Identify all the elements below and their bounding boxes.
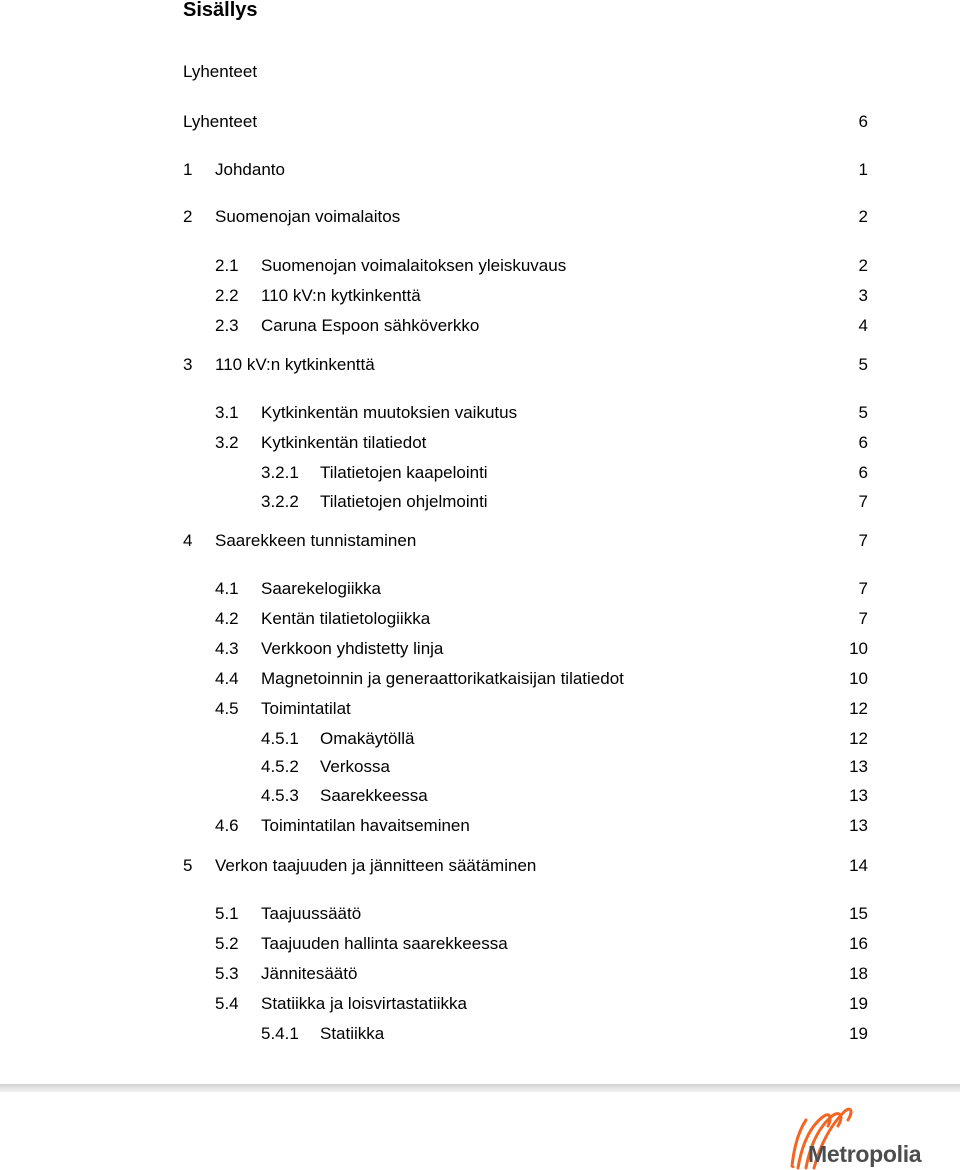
toc-number: 2.3 (215, 316, 239, 335)
toc-number: 3.1 (215, 403, 239, 422)
toc-page: 7 (858, 579, 868, 598)
toc-row[interactable] (0, 668, 960, 690)
toc-page: 7 (858, 531, 868, 550)
toc-row[interactable] (0, 963, 960, 985)
toc-title: Taajuuden hallinta saarekkeessa (261, 934, 508, 953)
toc-page: 3 (858, 286, 868, 305)
toc-number: 2.1 (215, 256, 239, 275)
toc-title: Magnetoinnin ja generaattorikatkaisijan tilatiedot (261, 669, 624, 688)
toc-row[interactable] (0, 698, 960, 720)
toc-title: Saarekkeessa (320, 786, 428, 805)
toc-page: 19 (849, 1024, 868, 1043)
toc-title: Lyhenteet (183, 112, 258, 131)
toc-title: Tilatietojen kaapelointi (320, 463, 488, 482)
toc-row[interactable] (0, 855, 960, 877)
toc-row[interactable] (0, 933, 960, 955)
toc-number: 4.4 (215, 669, 239, 688)
toc-number: 4.5.1 (261, 729, 299, 748)
toc-page: 4 (858, 316, 868, 335)
toc-row[interactable] (0, 159, 960, 181)
toc-number: 4.5.3 (261, 786, 299, 805)
toc-number: 4.3 (215, 639, 239, 658)
toc-number: 5.4.1 (261, 1024, 299, 1043)
toc-page: 7 (858, 492, 868, 511)
toc-row[interactable] (0, 255, 960, 277)
toc-title: Kytkinkentän tilatiedot (261, 433, 427, 452)
toc-title: Kentän tilatietologiikka (261, 609, 431, 628)
toc-title: Statiikka (320, 1024, 385, 1043)
toc-number: 3.2 (215, 433, 239, 452)
toc-number: 2.2 (215, 286, 239, 305)
toc-number: 5.1 (215, 904, 239, 923)
toc-number: 1 (183, 160, 193, 179)
toc-number: 3.2.1 (261, 463, 299, 482)
toc-number: 3 (183, 355, 193, 374)
toc-title: Toimintatilat (261, 699, 351, 718)
toc-title: Saarekelogiikka (261, 579, 382, 598)
toc-title: Tilatietojen ohjelmointi (320, 492, 488, 511)
toc-row[interactable] (0, 462, 960, 484)
toc-row[interactable] (0, 993, 960, 1015)
toc-row[interactable] (0, 638, 960, 660)
toc-title: Johdanto (215, 160, 285, 179)
toc-row[interactable] (0, 785, 960, 807)
toc-page: 18 (849, 964, 868, 983)
toc-title: Verkkoon yhdistetty linja (261, 639, 444, 658)
page-title: Sisällys (183, 0, 258, 21)
toc-row[interactable] (0, 402, 960, 424)
toc-row[interactable] (0, 578, 960, 600)
toc-row[interactable] (0, 315, 960, 337)
toc-row[interactable] (0, 608, 960, 630)
toc-page: 16 (849, 934, 868, 953)
toc-row[interactable] (0, 285, 960, 307)
toc-page: 2 (858, 207, 868, 226)
toc-title: Verkon taajuuden ja jännitteen säätäminen (215, 856, 537, 875)
toc-title: 110 kV:n kytkinkenttä (261, 286, 421, 305)
toc-page: 12 (849, 729, 868, 748)
toc-row[interactable] (0, 206, 960, 228)
toc-page: 15 (849, 904, 868, 923)
toc-row[interactable] (0, 530, 960, 552)
toc-row[interactable] (0, 111, 960, 133)
toc-page: 6 (858, 463, 868, 482)
toc-number: 5 (183, 856, 193, 875)
toc-title: Verkossa (320, 757, 390, 776)
toc-title: Suomenojan voimalaitos (215, 207, 401, 226)
toc-page: 5 (858, 403, 868, 422)
toc-row[interactable] (0, 815, 960, 837)
toc-page: 13 (849, 786, 868, 805)
toc-title: Omakäytöllä (320, 729, 415, 748)
toc-row[interactable] (0, 432, 960, 454)
toc-number: 4.6 (215, 816, 239, 835)
toc-page: 13 (849, 757, 868, 776)
toc-number: 4.5.2 (261, 757, 299, 776)
abbreviations-heading: Lyhenteet (183, 62, 258, 81)
toc-title: Kytkinkentän muutoksien vaikutus (261, 403, 518, 422)
toc-page: 10 (849, 639, 868, 658)
toc-page: 12 (849, 699, 868, 718)
toc-title: Statiikka ja loisvirtastatiikka (261, 994, 467, 1013)
toc-number: 2 (183, 207, 193, 226)
toc-title: Taajuussäätö (261, 904, 362, 923)
toc-row[interactable] (0, 491, 960, 513)
toc-number: 3.2.2 (261, 492, 299, 511)
toc-page: 1 (858, 160, 868, 179)
toc-number: 4 (183, 531, 193, 550)
toc-page: 6 (858, 112, 868, 131)
toc-title: Jännitesäätö (261, 964, 358, 983)
toc-number: 5.2 (215, 934, 239, 953)
toc-title: Caruna Espoon sähköverkko (261, 316, 480, 335)
toc-page: 6 (858, 433, 868, 452)
toc-number: 5.4 (215, 994, 239, 1013)
toc-row[interactable] (0, 728, 960, 750)
toc-page: 2 (858, 256, 868, 275)
toc-row[interactable] (0, 756, 960, 778)
toc-page: 10 (849, 669, 868, 688)
metropolia-logo-text: Metropolia (808, 1141, 922, 1167)
toc-title: 110 kV:n kytkinkenttä (215, 355, 375, 374)
toc-number: 5.3 (215, 964, 239, 983)
toc-number: 4.1 (215, 579, 239, 598)
toc-number: 4.5 (215, 699, 239, 718)
toc-row[interactable] (0, 354, 960, 376)
toc-page: 14 (849, 856, 868, 875)
toc-row[interactable] (0, 1023, 960, 1045)
toc-page: 13 (849, 816, 868, 835)
toc-title: Toimintatilan havaitseminen (261, 816, 470, 835)
footer-divider (0, 1084, 960, 1092)
toc-page: 19 (849, 994, 868, 1013)
toc-title: Suomenojan voimalaitoksen yleiskuvaus (261, 256, 567, 275)
toc-number: 4.2 (215, 609, 239, 628)
toc-page: 5 (858, 355, 868, 374)
toc-page: 7 (858, 609, 868, 628)
toc-title: Saarekkeen tunnistaminen (215, 531, 417, 550)
toc-row[interactable] (0, 903, 960, 925)
